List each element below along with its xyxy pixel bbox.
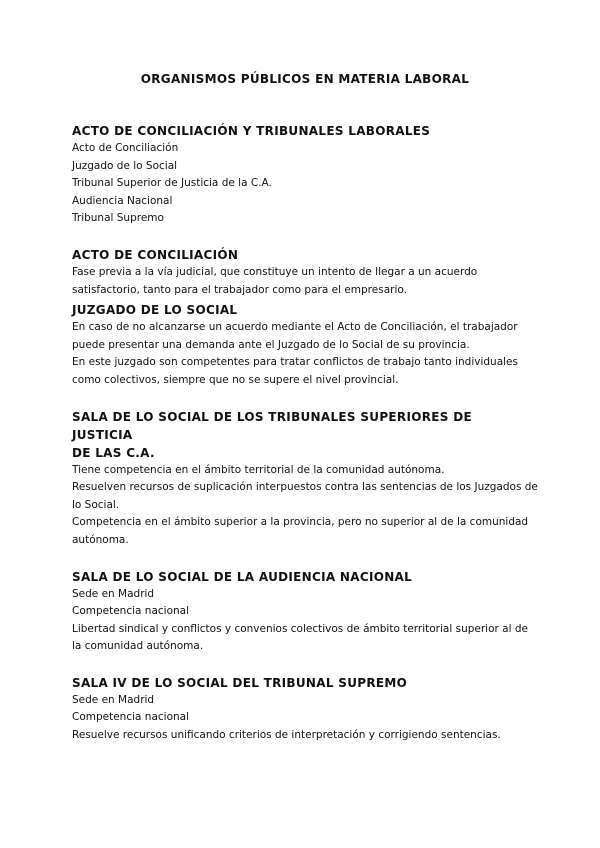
section-heading-line: DE LAS C.A. (72, 445, 155, 460)
paragraph-line: Competencia en el ámbito superior a la provincia, pero no superior al de la comunidad (72, 516, 529, 529)
paragraph-line: satisfactorio, tanto para el trabajador como para el empresario. (72, 283, 407, 296)
paragraph-line: Tiene competencia en el ámbito territorial de la comunidad autónoma. (72, 463, 445, 476)
section-heading: ACTO DE CONCILIACIÓN Y TRIBUNALES LABORALES (72, 124, 431, 138)
section-tribunal-supremo (72, 674, 530, 745)
section-acto-conciliacion (72, 246, 530, 299)
list-item: Juzgado de lo Social (72, 159, 178, 172)
paragraph-line: puede presentar una demanda ante el Juzgado de lo Social de su provincia. (72, 338, 470, 351)
paragraph-line: Resuelven recursos de suplicación interpuestos contra las sentencias de los Juzgados de (72, 481, 538, 494)
paragraph-line: En este juzgado son competentes para tratar conflictos de trabajo tanto individuales (72, 356, 518, 369)
section-heading: SALA DE LO SOCIAL DE LA AUDIENCIA NACIONAL (72, 569, 413, 584)
section-heading: ACTO DE CONCILIACIÓN (72, 247, 239, 262)
section-heading-line: SALA DE LO SOCIAL DE LOS TRIBUNALES SUPERIORES DE JUSTICIA (72, 409, 472, 442)
list-item: Tribunal Supremo (72, 212, 164, 225)
list-item: Acto de Conciliación (72, 142, 179, 154)
paragraph-line: la comunidad autónoma. (72, 640, 204, 653)
section-heading: JUZGADO DE LO SOCIAL (72, 303, 238, 318)
section-tribunales-superiores (72, 408, 538, 550)
list-item: Audiencia Nacional (72, 194, 173, 207)
paragraph-line: Libertad sindical y conflictos y convenios colectivos de ámbito territorial superior al de (72, 622, 528, 635)
section-juzgado-social (72, 301, 530, 389)
section-audiencia-nacional (72, 568, 530, 656)
section-tribunales-laborales (72, 122, 530, 228)
paragraph-line: Sede en Madrid (72, 693, 155, 706)
paragraph-line: lo Social. (72, 498, 120, 511)
list-item: Tribunal Superior de Justicia de la C.A. (72, 177, 272, 190)
paragraph-line: Sede en Madrid (72, 587, 155, 600)
paragraph-line: como colectivos, siempre que no se supere el nivel provincial. (72, 373, 399, 386)
section-heading: SALA IV DE LO SOCIAL DEL TRIBUNAL SUPREMO (72, 675, 408, 690)
paragraph-line: Fase previa a la vía judicial, que constituye un intento de llegar a un acuerdo (72, 265, 478, 278)
paragraph-line: Competencia nacional (72, 711, 190, 724)
paragraph-line: Competencia nacional (72, 605, 190, 618)
paragraph-line: Resuelve recursos unificando criterios de interpretación y corrigiendo sentencias. (72, 729, 501, 742)
paragraph-line: En caso de no alcanzarse un acuerdo mediante el Acto de Conciliación, el trabajador (72, 321, 518, 334)
document-title: ORGANISMOS PÚBLICOS EN MATERIA LABORAL (140, 72, 470, 86)
paragraph-line: autónoma. (72, 533, 129, 546)
